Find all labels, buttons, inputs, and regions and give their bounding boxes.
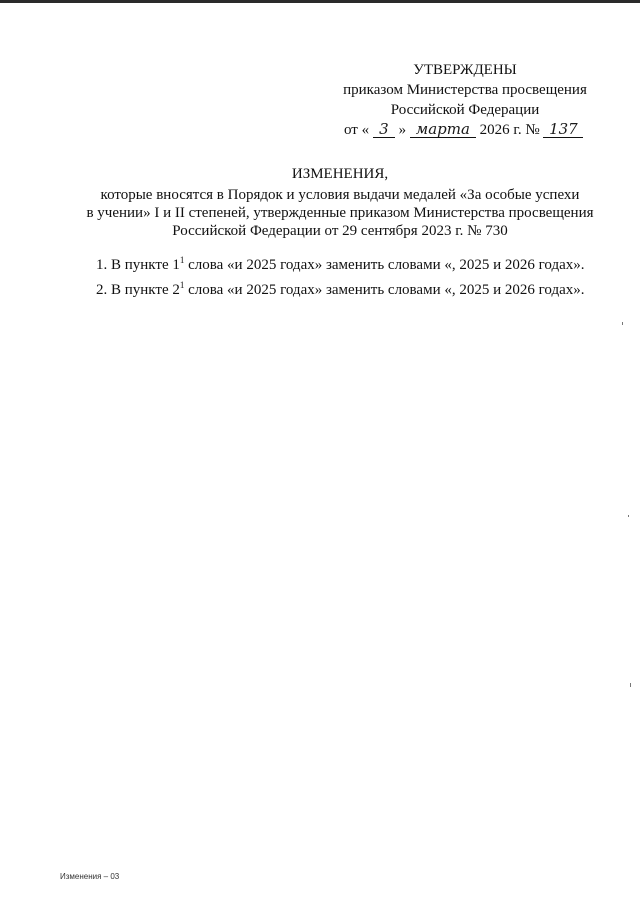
handwritten-month: марта [410, 121, 476, 138]
changes-heading: ИЗМЕНЕНИЯ, [291, 166, 389, 182]
handwritten-order-number: 137 [543, 121, 583, 138]
changes-title-block [60, 165, 620, 240]
item-superscript: 1 [179, 255, 185, 265]
handwritten-day: 3 [373, 121, 395, 138]
item-superscript: 1 [179, 280, 185, 290]
approval-block [330, 60, 600, 140]
scan-speck [630, 683, 631, 687]
changes-list [96, 256, 616, 306]
changes-subtitle-line-1: которые вносятся в Порядок и условия выдачи медалей «За особые успехи [100, 187, 580, 203]
changes-subtitle-line-2: в учении» I и II степеней, утвержденные приказом Министерства просвещения [86, 205, 594, 221]
date-prefix: от « [344, 122, 370, 138]
scan-speck [622, 322, 623, 325]
list-item [96, 281, 616, 299]
changes-subtitle-line-3: Российской Федерации от 29 сентября 2023 г. № 730 [172, 223, 508, 239]
scan-top-edge [0, 0, 640, 3]
approval-federation-line: Российской Федерации [390, 102, 540, 118]
item-text: слова «и 2025 годах» заменить словами «, 2025 и 2026 годах». [184, 282, 585, 298]
item-prefix: 2. В пункте 2 [96, 282, 180, 298]
approval-date-line [330, 120, 600, 140]
item-prefix: 1. В пункте 1 [96, 257, 180, 273]
list-item [96, 256, 616, 274]
date-year: 2026 г. № [479, 122, 540, 138]
approval-heading: УТВЕРЖДЕНЫ [413, 62, 517, 78]
approval-order-line: приказом Министерства просвещения [343, 82, 587, 98]
footer-label: Изменения – 03 [60, 872, 120, 881]
scan-speck [628, 515, 629, 517]
date-quote-close: » [398, 122, 407, 138]
item-text: слова «и 2025 годах» заменить словами «, 2025 и 2026 годах». [184, 257, 585, 273]
